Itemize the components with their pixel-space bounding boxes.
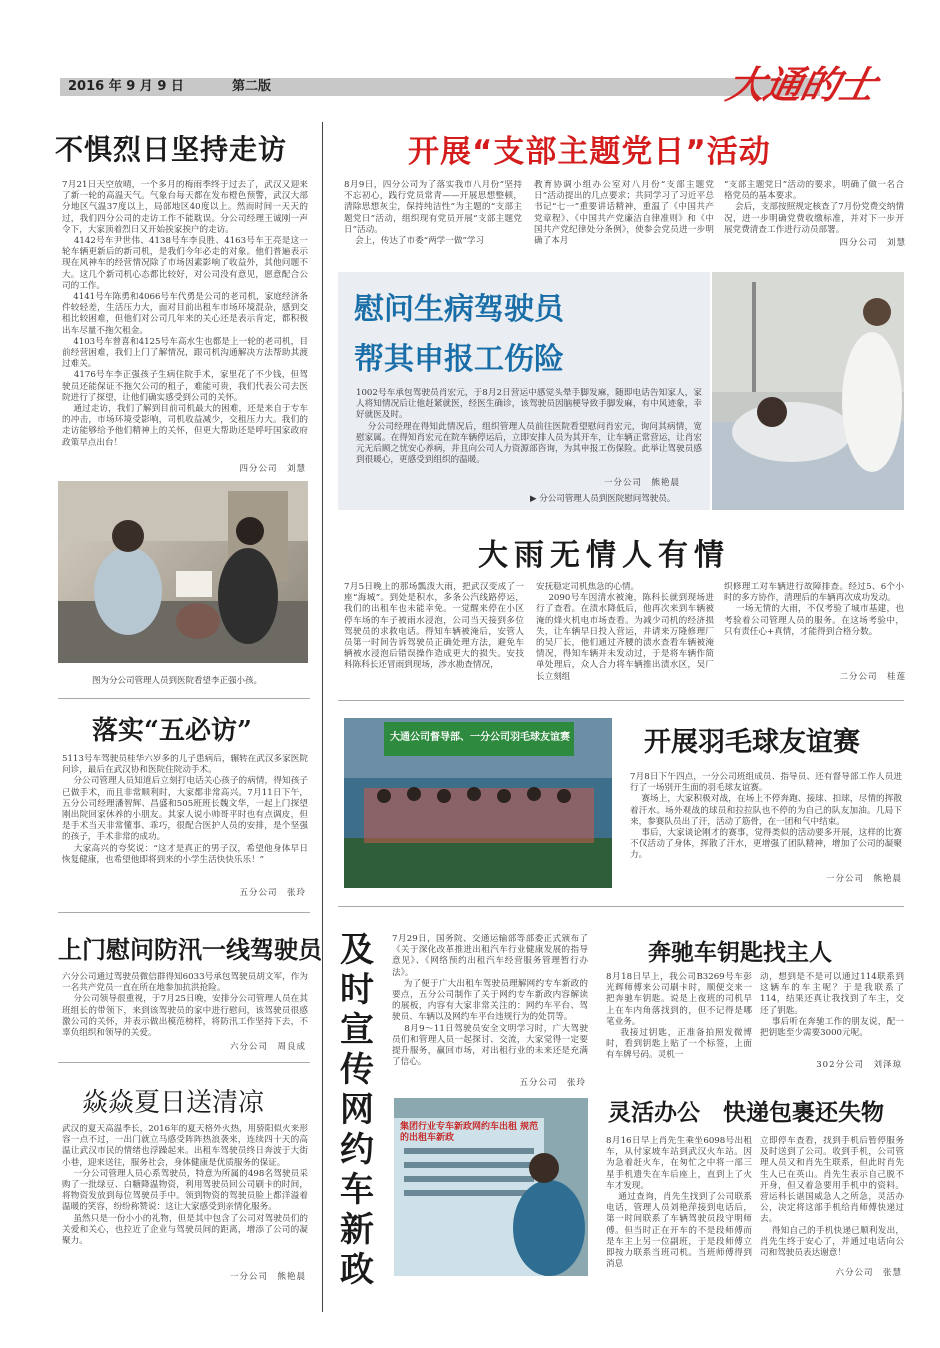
byline-summer: 一分公司 熊艳晨 [229, 1272, 306, 1282]
headline-summer: 焱焱夏日送清凉 [82, 1088, 265, 1118]
byline-party: 四分公司 刘慧 [839, 238, 906, 248]
headline-five-visits: 落实“五必访” [92, 716, 252, 746]
headline-ridehail: 及时宣传网约车新政 [340, 930, 374, 1290]
article-keys-col2: 动，想到是不是可以通过114联系到这辆车的车主呢？于是我联系了114，结果还真让我找到了车主，交还了钥匙。 事后听在奔驰工作的朋友说，配一把钥匙至少需要3000元呢。 [760, 972, 904, 1039]
byline-visit: 四分公司 刘慧 [239, 464, 306, 474]
article-badminton-body: 7月8日下午四点，一分公司班组成员、指导员、还有督导部工作人员进行了一场别开生面的羽毛球友谊赛。 赛场上，大家积极对战，在场上不停奔跑、接球、扣球，尽情的挥散着汗水。场外观战的球员和拉拉队也不停的为自己的队友加油。几局下来，参赛队员出了汗，活动了筋骨，在一团和气中结束。 事后，大家谈论刚才的赛事，觉得类似的活动要多开展，这样的比赛不仅活动了身体，挥散了汗水，更增强了团队精神，增加了公司的凝聚力。 [630, 772, 902, 861]
headline-rain: 大雨无情人有情 [478, 538, 730, 573]
article-party-col3: “支部主题党日”活动的要求，明确了做一名合格党员的基本要求。 会后，支部按照规定核查了7月份党费交纳情况，进一步明确党费收缴标准，并对下一步开展党费清查工作进行动员部署。 [724, 180, 904, 235]
article-five-body: 5113号车驾驶员桂华六岁多的儿子患病后，辗转在武汉多家医院问诊，最后在武汉协和医院住院动手术。 分公司管理人员知道后立刻打电话关心孩子的病情，得知孩子已做手术，而且非常顺利时，大家都非常高兴。7月11日下午，五分公司经理潘智辉、昌盛和505班班长魏文华，一起上门探望刚出院回家休养的小朋友。其家人说小帅哥平时也有点调皮，但是手术当天非常懂事、乖巧，很配合医护人员的安排，是个坚强的孩子，手术非常的成功。 大家高兴的夸奖说：“这才是真正的男子汉，希望他身体早日恢复健康，也希望他即将到来的小学生活快快乐乐！” [62, 754, 308, 865]
byline-keys: 302分公司 刘泽琼 [816, 1060, 902, 1070]
article-rain-col1: 7月5日晚上的那场瓢泼大雨，把武汉变成了一座“海城”。到处是积水，多条公汽线路停运，我们的出租车也未能幸免。一觉醒来停在小区停车场的车子被雨水浸泡，公司当天接到多位驾驶员的求救电话。得知车辆被淹后，安管人员第一时间告诉驾驶员正确处理方法，避免车辆被水浸泡后错误操作造成更大的损失。安技科陈科长还冒雨到现场，涉水勘查情况， [344, 582, 524, 671]
photo-caption-injury: ▶ 分公司管理人员到医院慰问驾驶员。 [530, 494, 676, 504]
policy-board-title: 集团行业专车新政网约车出租 规范的出租车新政 [400, 1122, 539, 1143]
divider [338, 906, 904, 907]
headline-party-day: 开展“支部主题党日”活动 [408, 134, 771, 170]
byline-injury: 一分公司 熊艳晨 [603, 478, 680, 488]
edition-label: 第二版 [232, 79, 272, 94]
headline-parcel: 灵活办公 快递包裹还失物 [608, 1100, 884, 1126]
article-rain-col3: 织修理工对车辆进行故障排查。经过5、6个小时的多方协作，清理后的车辆再次成功发动。 一场无情的大雨，不仅考验了城市基建，也考验着公司管理人员的服务。在这场考验中，只有责任心+真情，才能得到合格分数。 [724, 582, 904, 637]
byline-parcel: 六分公司 张慧 [835, 1268, 902, 1278]
divider [58, 698, 310, 699]
issue-date: 2016 年 9 月 9 日 [68, 79, 184, 94]
byline-badminton: 一分公司 熊艳晨 [825, 874, 902, 884]
article-summer-body: 武汉的夏天高温季长，2016年的夏天格外火热，用骄阳似火来形容一点不过，一出门就立马感受阵阵热浪袭来，连续四十天的高温让武汉市民的情绪也浮躁起来。出租车驾驶员终日奔波于大街小巷，迎来送往，服务社会，身体健康是优质服务的保证。 一分公司管理人员心系驾驶员，特意为所属的498名驾驶员采购了一批绿豆、白糖降温物资，利用驾驶员回公司刷卡的时间，将物资发放到每位驾驶员手中。领到物资的驾驶员脸上都洋溢着温暖的笑容，纷纷称赞说：这让大家感受到亲情化服务。 虽然只是一份小小的礼物，但是其中包含了公司对驾驶员们的关爱和关心，也拉近了企业与驾驶员间的距离，增添了公司的凝聚力。 [62, 1124, 308, 1247]
article-party-col2: 教育协调小组办公室对八月份“支部主题党日”活动提出的几点要求；共同学习了习近平总书记“七一”重要讲话精神，重温了《中国共产党章程》、《中国共产党廉洁自律准则》和《中国共产党纪律处分条例》，使参会党员进一步明确了本月 [534, 180, 714, 247]
badminton-banner: 大通公司督导部、一分公司羽毛球友谊赛 [390, 732, 570, 743]
headline-injury-line2: 帮其申报工伤险 [354, 342, 564, 377]
headline-keys: 奔驰车钥匙找主人 [648, 940, 832, 966]
byline-five: 五分公司 张玲 [239, 888, 306, 898]
article-keys-col1: 8月18日早上，我公司B3269号车彭光辉师傅来公司刷卡时，顺便交来一把奔驰车钥匙。说是上夜班的司机早上在车内角落找到的，但不记得是哪笔业务。 我接过钥匙，正准备拍照发微博时，看到钥匙上贴了一个标签，上面有车牌号码。灵机一 [606, 972, 752, 1061]
headline-badminton: 开展羽毛球友谊赛 [644, 727, 860, 758]
article-parcel-col2: 立即停车查看，找到手机后暂停服务及时送到了公司。收到手机，公司管理人员又和肖先生联系，但此时肖先生人已在英山。肖先生表示自己脱不开身，但又着急要用手机中的资料。营运科长谌国威急人之所急，灵活办公，决定将这部手机给肖师傅快递过去。 得知自己的手机快递已顺利发出，肖先生终于安心了，并通过电话向公司和驾驶员表达谢意！ [760, 1136, 904, 1259]
divider [58, 912, 310, 913]
article-rain-col2: 安抚稳定司机焦急的心情。 2090号车因清水被淹，陈科长就到现场进行了查看。在渍水降低后，他再次来到车辆被淹的烽火机电市场查看。为减少司机的经济损失，让车辆早日投入营运，并请来万隆修理厂的吴厂长，他们通过齐腰的渍水查看车辆被淹情况，得知车辆并未发动过，于是将车辆作简单处理后，众人合力将车辆推出渍水区，吴厂长立刻组 [536, 582, 714, 682]
article-visit-body: 7月21日天空放晴，一个多月的梅雨季终于过去了，武汉又迎来了新一轮的高温天气。气象台每天都在发布橙色预警，武汉大部分地区气温37度以上，局部地区40度以上。然而时间一天天的过，我们四分公司的走访工作不能耽误。分公司经理王诚刚一声令下，大家顶着烈日又开始挨家挨户的走访。 4142号车尹世伟、4138号车李良胜、4163号车王亮是这一轮车辆更新后的新司机，是我们今年必走的对象。他们普遍表示现在风神车的经营情况除了市场因素影响了收益外，其他问题不大。这几个新司机心态都比较好，对公司没有意见，愿意配合公司的工作。 4141号车陈勇和4066号车代勇是公司的老司机，家庭经济条件较轻差，生活压力大，面对目前出租车市场环境混杂，感到交租比较困难，但他们对公司几年来的关心还是表示肯定，都积极出车尽量不拖欠租金。 4103号车曾喜和4125号车高水生也都是上一轮的老司机，目前经营困难，我们上门了解情况，跟司机沟通解决方法帮助其渡过难关。 4176号车李正强孩子生病住院手术，家里花了不少钱，但驾驶员还能保证不拖欠公司的租子，难能可贵，我们代表公司去医院进行了探望，让他们确实感受到公司的关怀。 通过走访，我们了解到目前司机最大的困难，还是来自于专车的冲击，市场环境受影响，司机收益减少，交租压力大。我们的走访能够给予他们精神上的关怀，但更大帮助还是呼吁国家政府政策早点出台！ [62, 180, 308, 448]
photo-caption-visit: 图为分公司管理人员到医院看望李正强小孩。 [92, 676, 263, 686]
photo-hospital-visit [58, 481, 308, 663]
photo-hospital-bed [712, 272, 904, 510]
byline-flood: 六分公司 周良成 [229, 1042, 306, 1052]
headline-injury-line1: 慰问生病驾驶员 [354, 292, 564, 327]
masthead-logo: 大通的士 [722, 62, 881, 107]
headline-visit: 不惧烈日坚持走访 [55, 133, 288, 166]
byline-ridehail: 五分公司 张玲 [519, 1078, 586, 1088]
article-parcel-col1: 8月16日早上肖先生乘坐6098号出租车，从付家坡车站到武汉火车站。因为急着赶火车，在匆忙之中将一部三星手机遗失在车后座上，直到上了火车才发现。 通过查询，肖先生找到了公司联系电话，管理人员刘艳萍接到电话后，第一时间联系了车辆驾驶员段守明师傅。但当时正在开车的不是段师傅而是车主上另一位副班，于是段师傅立即按力联系当班司机。当班师傅得到消息 [606, 1136, 752, 1270]
article-injury-body: 1002号车承包驾驶员肖宏元，于8月2日营运中感觉头晕手脚发麻，随即电话告知家人，家人将知情况后让他赶紧就医，经医生确诊，该驾驶员因脑梗导致手脚发麻，有中风迹象，幸好就医及时。 分公司经理在得知此情况后，组织管理人员前往医院看望慰问肖宏元，询问其病情，宽慰家属。在得知肖宏元在院车辆停运后，立即安排人员为其开车，让车辆正常营运，让肖宏元无后顾之忧安心养病，并且向公司人力资源部咨询，为其申报工伤保险。此举让驾驶员感到很暖心，更感受到组织的温暖。 [356, 388, 702, 466]
photo-policy-board [394, 1098, 588, 1276]
article-flood-body: 六分公司通过驾驶员微信群得知6033号承包驾驶员胡文军，作为一名共产党员一直在所在地参加抗洪抢险。 分公司领导很重视，于7月25日晚，安排分公司管理人员在其班组长的带领下，来到该驾驶员的家中进行慰问，该驾驶员很感激公司的关怀，并表示做出模范榜样，将防汛工作坚持下去，不辜负组织和领导的关爱。 [62, 972, 308, 1039]
article-ridehail-body: 7月29日，国务院、交通运输部等部委正式颁布了《关于深化改革推进出租汽车行业健康发展的指导意见》、《网络预约出租汽车经营服务管理暂行办法》。 为了便于广大出租车驾驶员理解网约专车新政的要点，五分公司制作了关于网约专车新政内容解读的展板，内容有大家非常关注的：网约车平台、驾驶员、车辆以及网约车平台违规行为的处罚等。 8月9～11日驾驶员安全文明学习时，广大驾驶员们和管理人员一起探讨、交流，大家觉得一定要提升服务，赢回市场，对出租行业的未来还是充满了信心。 [392, 934, 588, 1068]
column-rule [322, 122, 323, 1312]
photo-badminton-group [344, 718, 612, 888]
byline-rain: 二分公司 桂莲 [839, 672, 906, 682]
article-party-col1: 8月9日，四分公司为了落实我市八月份“坚持不忘初心，践行党员常青——开展思想整顿，清除思想灰尘，保持纯洁性”为主题的“支部主题党日”活动，组织现有党员开展“支部主题党日”活动。 会上，传达了市委“两学一做”学习 [344, 180, 522, 247]
divider [338, 700, 904, 701]
headline-flood: 上门慰问防汛一线驾驶员 [58, 936, 322, 964]
divider [58, 1062, 310, 1063]
